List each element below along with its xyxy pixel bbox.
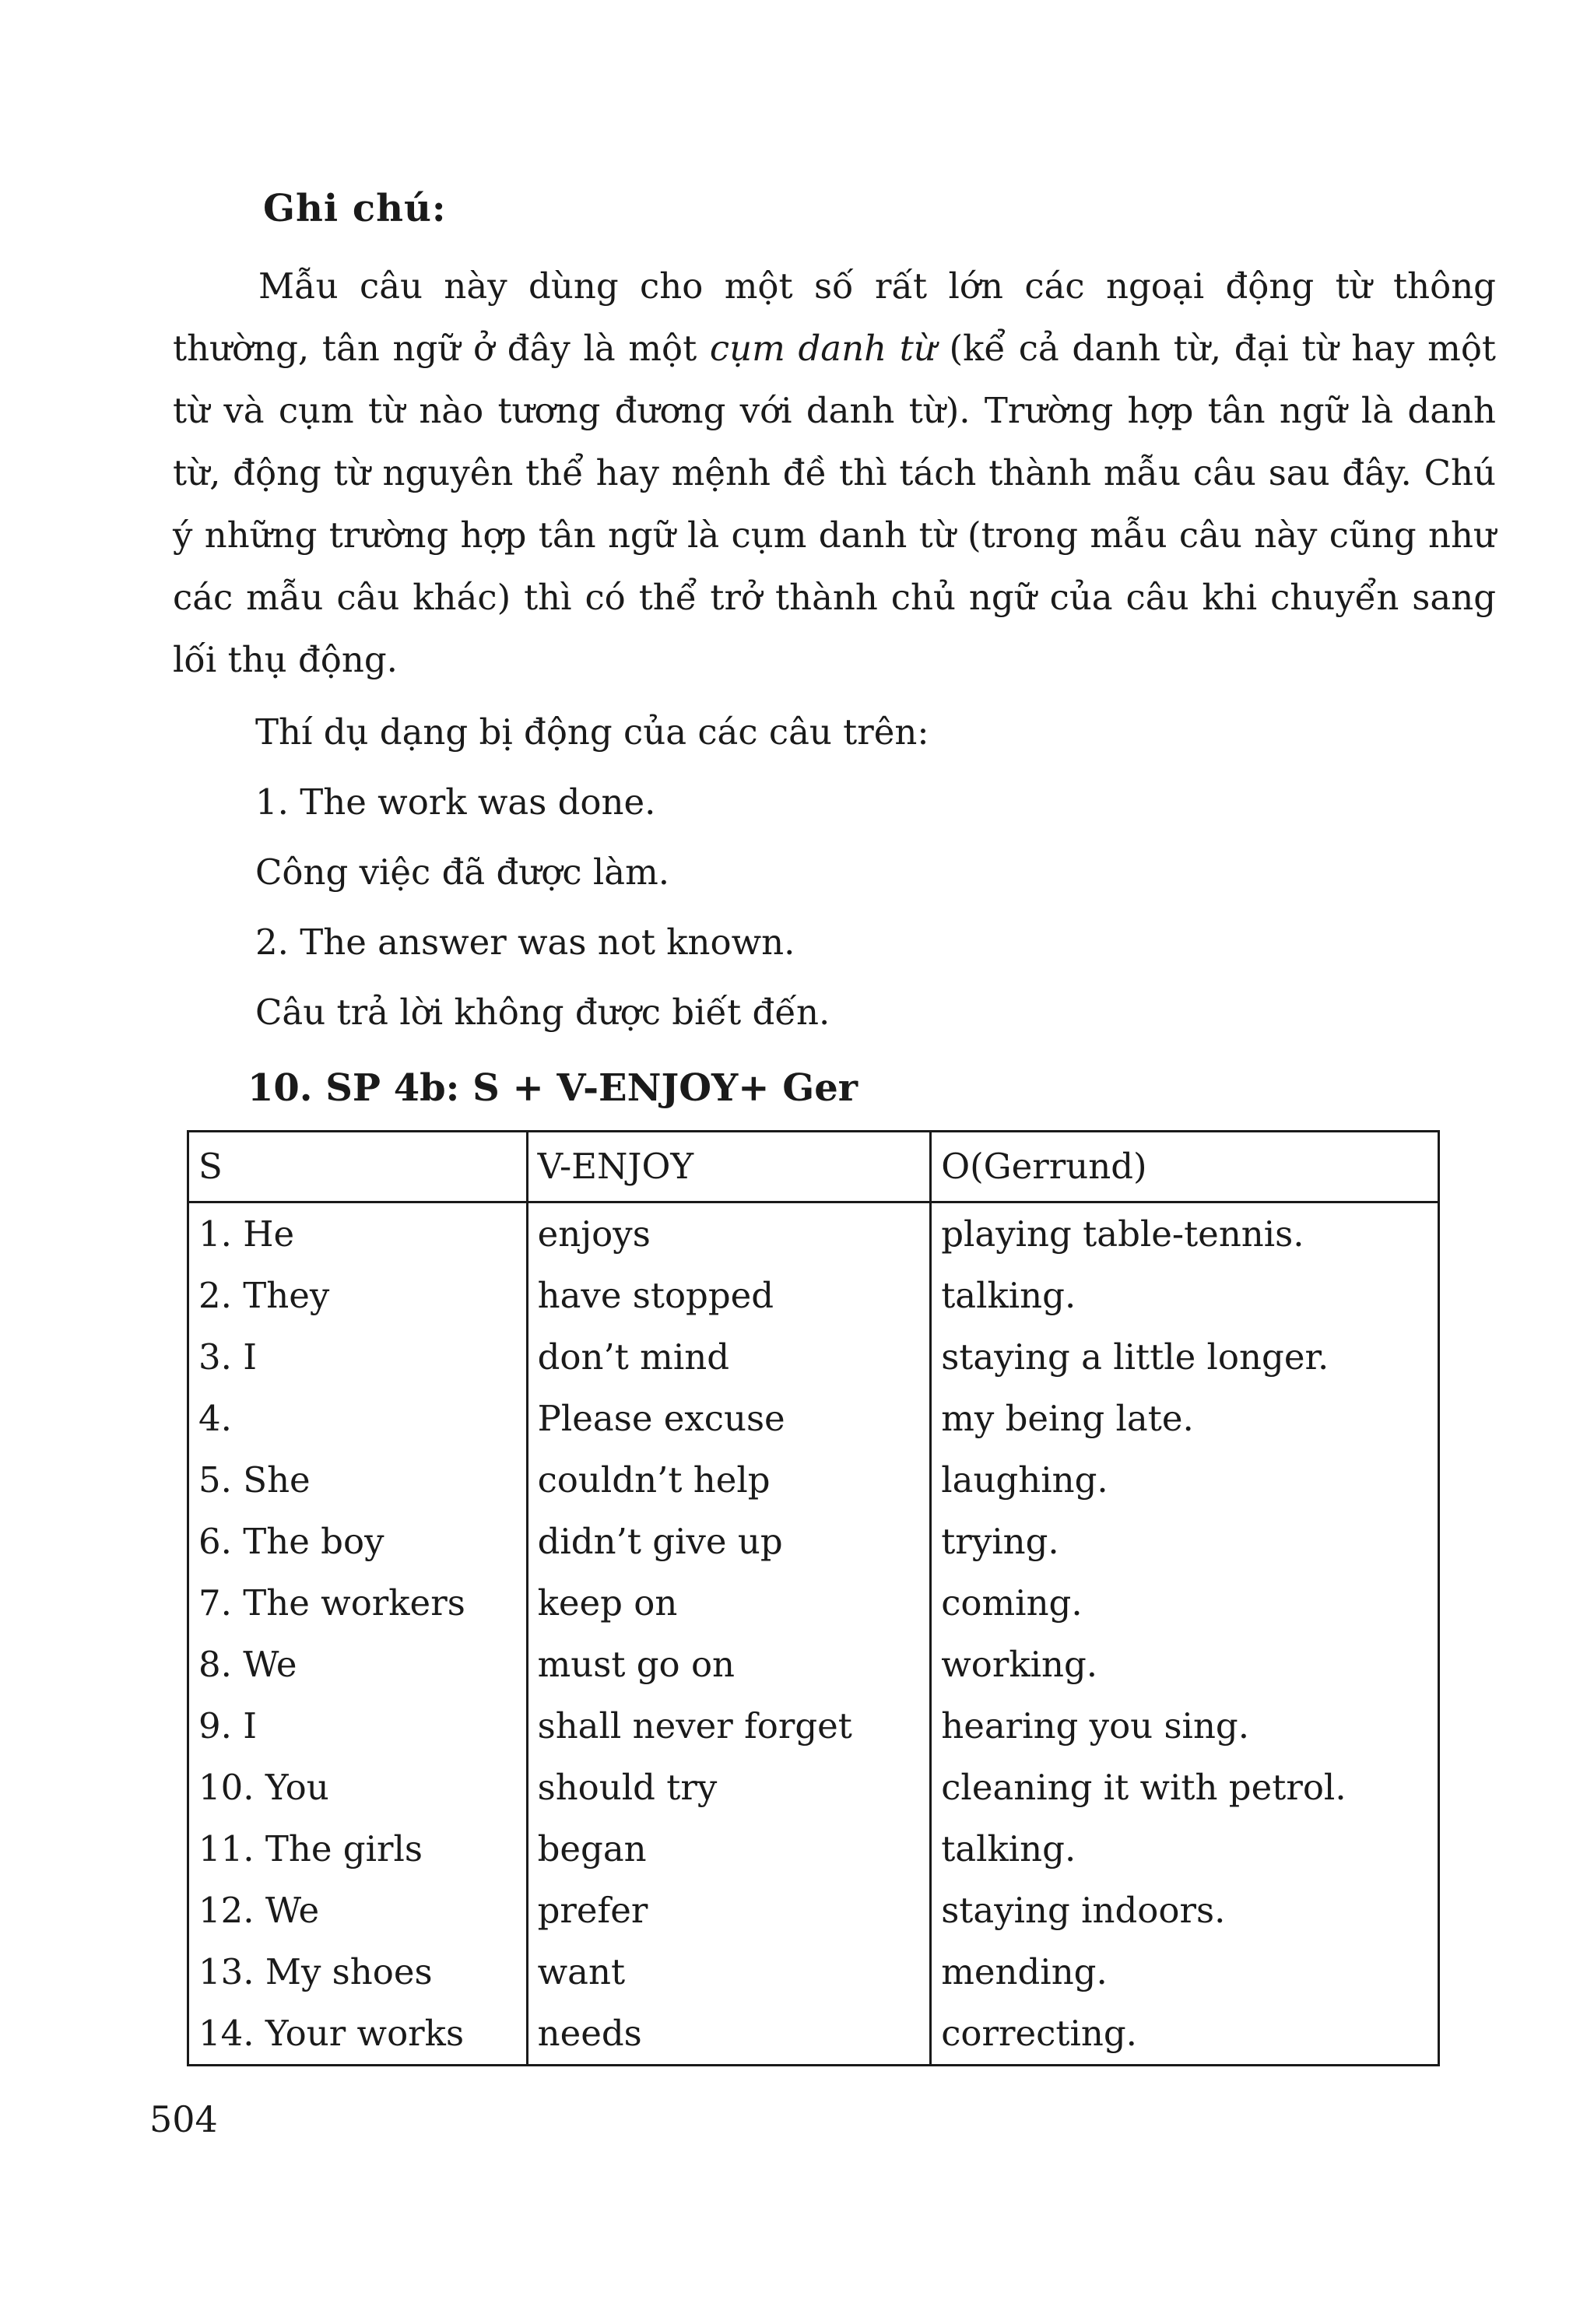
cell-verb: didn’t give up [527,1511,931,1572]
cell-verb: Please excuse [527,1388,931,1449]
example-translation: Câu trả lời không được biết đến. [255,992,830,1033]
table-row [188,2003,1439,2066]
table-row [188,1695,1439,1757]
cell-subject: 9. I [188,1695,528,1757]
example-line: 2. The answer was not known. [255,922,795,963]
cell-subject: 14. Your works [188,2003,528,2066]
passive-examples [255,697,929,1048]
cell-subject: 3. I [188,1326,528,1388]
cell-object: correcting. [931,2003,1439,2066]
cell-verb: needs [527,2003,931,2066]
cell-subject: 10. You [188,1757,528,1818]
cell-verb: should try [527,1757,931,1818]
cell-object: cleaning it with petrol. [931,1757,1439,1818]
table-header-row [188,1132,1439,1202]
table-row [188,1572,1439,1634]
cell-subject: 12. We [188,1880,528,1941]
cell-subject: 1. He [188,1202,528,1266]
note-heading: Ghi chú: [263,187,447,230]
cell-verb: enjoys [527,1202,931,1266]
cell-object: playing table-tennis. [931,1202,1439,1266]
cell-verb: want [527,1941,931,2003]
cell-verb: must go on [527,1634,931,1695]
cell-object: coming. [931,1572,1439,1634]
examples-intro: Thí dụ dạng bị động của các câu trên: [255,711,929,753]
cell-subject: 6. The boy [188,1511,528,1572]
header-object: O(Gerrund) [931,1132,1439,1202]
cell-subject: 5. She [188,1449,528,1511]
table-row [188,1818,1439,1880]
cell-subject: 7. The workers [188,1572,528,1634]
table-row [188,1449,1439,1511]
table-row [188,1757,1439,1818]
cell-verb: shall never forget [527,1695,931,1757]
cell-subject: 8. We [188,1634,528,1695]
sentence-pattern-table [187,1130,1440,2066]
cell-object: hearing you sing. [931,1695,1439,1757]
cell-object: staying indoors. [931,1880,1439,1941]
section-heading: 10. SP 4b: S + V-ENJOY+ Ger [248,1066,858,1110]
table-row [188,1634,1439,1695]
page-number: 504 [149,2098,218,2140]
header-verb: V-ENJOY [527,1132,931,1202]
cell-object: working. [931,1634,1439,1695]
cell-subject: 13. My shoes [188,1941,528,2003]
note-text-part-1: Mẫu câu này dùng cho một số rất lớn các ngoại động từ thông thường, tân ngữ ở đây là một [173,265,1496,369]
cell-verb: began [527,1818,931,1880]
cell-subject: 4. [188,1388,528,1449]
cell-verb: have stopped [527,1265,931,1326]
table-row [188,1202,1439,1266]
header-subject: S [188,1132,528,1202]
cell-verb: couldn’t help [527,1449,931,1511]
cell-subject: 2. They [188,1265,528,1326]
table-row [188,1880,1439,1941]
cell-object: talking. [931,1818,1439,1880]
example-translation: Công việc đã được làm. [255,851,670,893]
table-row [188,1388,1439,1449]
note-emphasis: cụm danh từ [709,328,936,369]
note-paragraph [173,255,1496,691]
cell-object: talking. [931,1265,1439,1326]
cell-verb: prefer [527,1880,931,1941]
table-row [188,1941,1439,2003]
cell-subject: 11. The girls [188,1818,528,1880]
cell-object: mending. [931,1941,1439,2003]
table-row [188,1265,1439,1326]
cell-verb: don’t mind [527,1326,931,1388]
cell-object: my being late. [931,1388,1439,1449]
cell-object: laughing. [931,1449,1439,1511]
note-text-part-2: (kể cả danh từ, đại từ hay một từ và cụm từ nào tương đương với danh từ). Trường hợp tân ngữ là danh từ, động từ nguyên thể hay mệnh đề thì tách thành mẫu câu sau đây. Chú ý những trường hợp tân ngữ là cụm danh từ (trong mẫu câu này cũng như các mẫu câu khác) thì có thể trở thành chủ ngữ của câu khi chuyển sang lối thụ động. [173,328,1496,680]
example-line: 1. The work was done. [255,781,656,823]
table-body [188,1202,1439,2066]
cell-verb: keep on [527,1572,931,1634]
cell-object: trying. [931,1511,1439,1572]
table-row [188,1326,1439,1388]
table-row [188,1511,1439,1572]
cell-object: staying a little longer. [931,1326,1439,1388]
